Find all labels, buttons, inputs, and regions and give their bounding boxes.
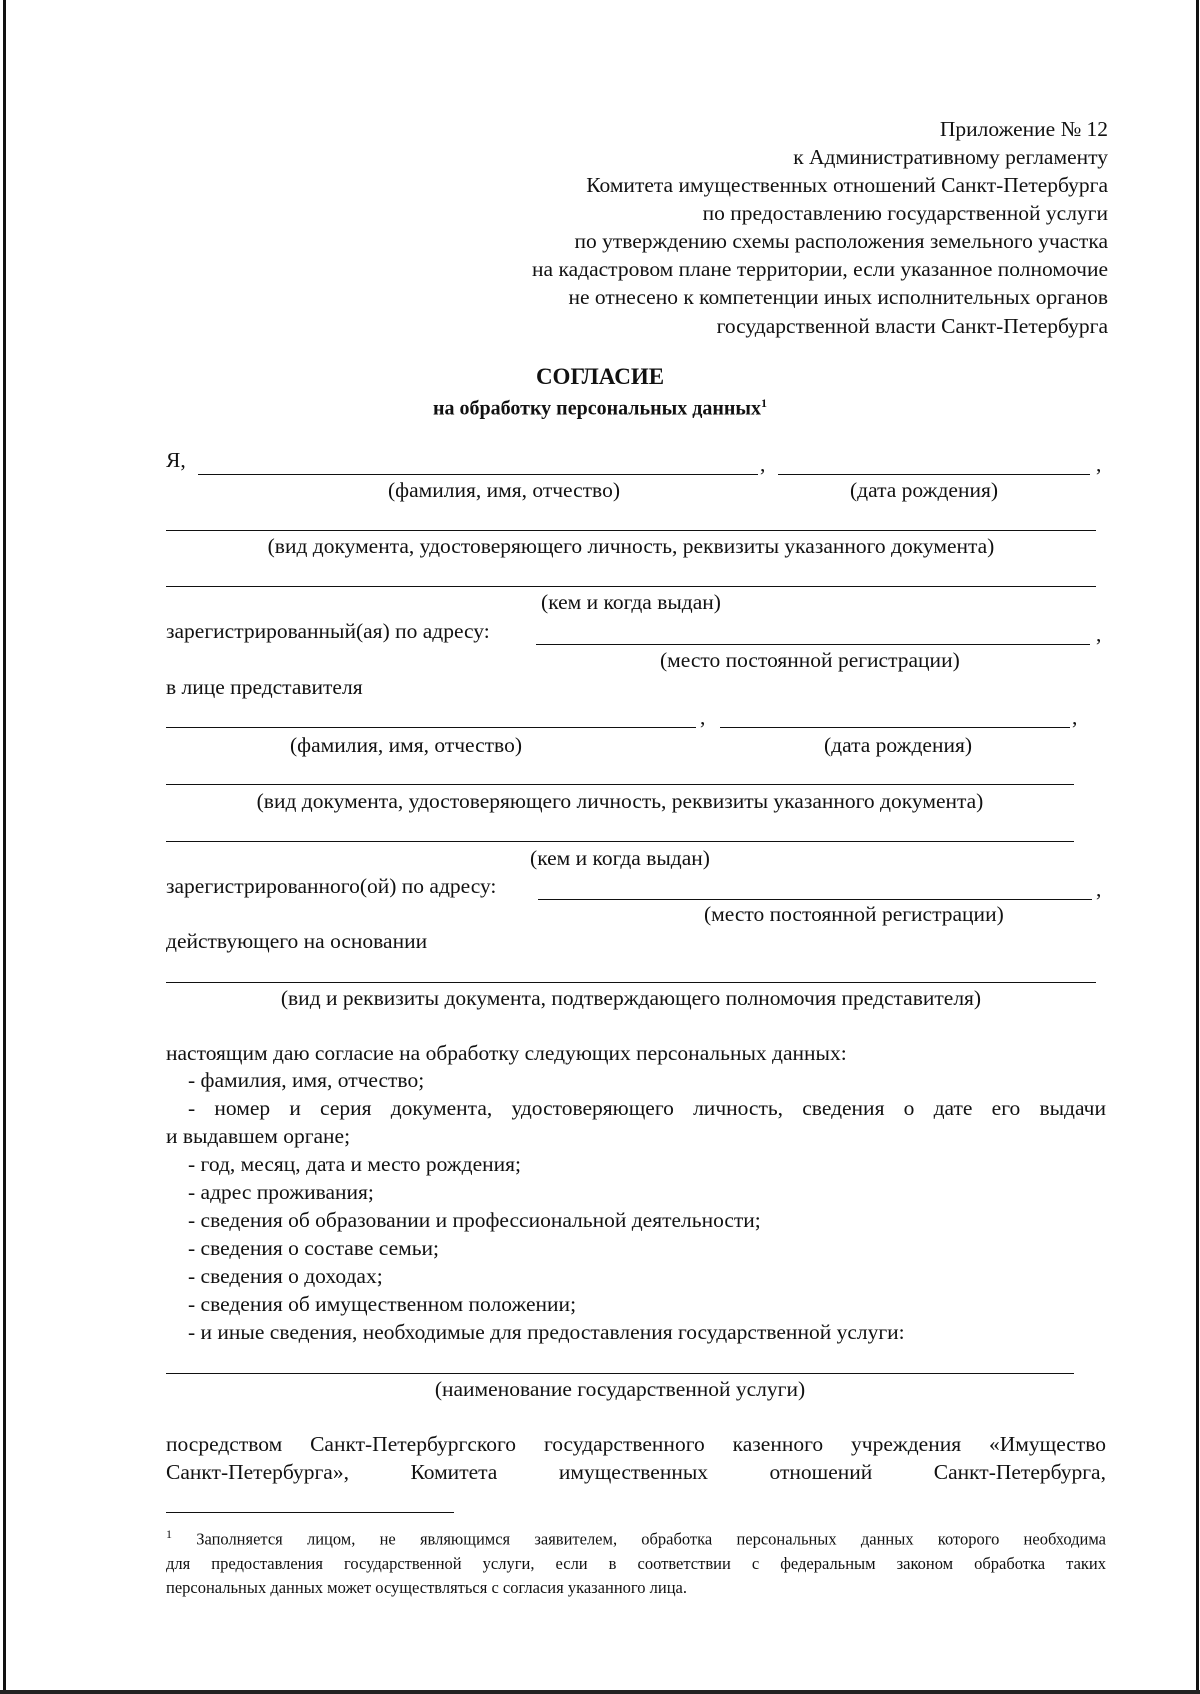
footnote-separator	[166, 1512, 454, 1513]
rep-residence-caption: (место постоянной регистрации)	[704, 902, 1004, 926]
comma: ,	[1096, 622, 1102, 646]
via-word: отношений	[769, 1460, 873, 1484]
page-border-left	[3, 0, 6, 1694]
rep-registered-label: зарегистрированного(ой) по адресу:	[166, 874, 497, 898]
page-border-bottom	[0, 1690, 1200, 1694]
via-line-1-text: посредством Санкт-Петербургского государственного казенного учреждения «Имущество	[166, 1432, 1106, 1456]
via-word: Комитета	[410, 1460, 498, 1484]
header-line: не отнесено к компетенции иных исполнительных органов	[568, 285, 1108, 309]
consent-item	[188, 1096, 1106, 1121]
consent-intro: настоящим даю согласие на обработку следующих персональных данных:	[166, 1041, 847, 1065]
via-word: имущественных	[558, 1460, 709, 1484]
rep-id-document-caption: (вид документа, удостоверяющего личность, реквизиты указанного документа)	[256, 789, 984, 813]
issued-field-line[interactable]	[166, 586, 1096, 587]
rep-issued-field-line[interactable]	[166, 841, 1074, 842]
footnote-text: Заполняется лицом, не являющимся заявителем, обработка персональных данных которого необходима	[196, 1529, 1106, 1549]
consent-item: - сведения о доходах;	[188, 1264, 383, 1288]
basis-label: действующего на основании	[166, 929, 428, 953]
consent-item: - адрес проживания;	[188, 1180, 374, 1204]
consent-item: - сведения о составе семьи;	[188, 1236, 439, 1260]
dob-field-line[interactable]	[778, 474, 1090, 475]
fio-caption: (фамилия, имя, отчество)	[388, 478, 620, 502]
rep-id-document-field-line[interactable]	[166, 784, 1074, 785]
document-subtitle	[0, 396, 1200, 421]
residence-caption: (место постоянной регистрации)	[660, 648, 960, 672]
consent-item-continuation: и выдавшем органе;	[166, 1124, 351, 1148]
via-word: Санкт-Петербурга»,	[166, 1460, 349, 1484]
header-line: Приложение № 12	[939, 117, 1108, 141]
registered-label: зарегистрированный(ая) по адресу:	[166, 619, 490, 643]
consent-item: - фамилия, имя, отчество;	[188, 1068, 425, 1092]
rep-fio-caption: (фамилия, имя, отчество)	[290, 733, 522, 757]
document-title: СОГЛАСИЕ	[535, 364, 665, 389]
subtitle-text: на обработку персональных данных	[433, 397, 761, 420]
consent-item: - и иные сведения, необходимые для предоставления государственной услуги:	[188, 1320, 905, 1344]
issued-caption: (кем и когда выдан)	[541, 590, 721, 614]
via-line-2	[166, 1460, 1106, 1485]
footnote-mark: 1	[166, 1527, 172, 1541]
comma: ,	[1096, 877, 1102, 901]
consent-item: - год, месяц, дата и место рождения;	[188, 1152, 522, 1176]
basis-field-line[interactable]	[166, 982, 1096, 983]
header-line: к Административному регламенту	[793, 145, 1108, 169]
basis-caption: (вид и реквизиты документа, подтверждающего полномочия представителя)	[280, 986, 982, 1010]
header-line: государственной власти Санкт-Петербурга	[716, 314, 1108, 338]
header-line: по предоставлению государственной услуги	[702, 201, 1108, 225]
rep-fio-field-line[interactable]	[166, 727, 696, 728]
header-line: по утверждению схемы расположения земельного участка	[574, 229, 1108, 253]
representative-label: в лице представителя	[166, 675, 363, 699]
footnote-line-2: для предоставления государственной услуги, если в соответствии с федеральным законом обработка таких	[166, 1553, 1106, 1573]
rep-issued-caption: (кем и когда выдан)	[530, 846, 710, 870]
consent-item-text: - номер и серия документа, удостоверяющего личность, сведения о дате его выдачи	[188, 1096, 1106, 1120]
id-document-caption: (вид документа, удостоверяющего личность, реквизиты указанного документа)	[267, 534, 995, 558]
service-name-caption: (наименование государственной услуги)	[434, 1377, 806, 1401]
footnote-line-3: персональных данных может осуществляться с согласия указанного лица.	[166, 1577, 687, 1597]
ya-label: Я,	[166, 448, 186, 472]
rep-dob-caption: (дата рождения)	[824, 733, 973, 757]
consent-item: - сведения об имущественном положении;	[188, 1292, 577, 1316]
header-line: Комитета имущественных отношений Санкт-Петербурга	[586, 173, 1108, 197]
comma: ,	[760, 452, 766, 476]
service-name-field-line[interactable]	[166, 1373, 1074, 1374]
footnote-line-1	[166, 1527, 1106, 1550]
footnote-marker: 1	[761, 396, 767, 410]
page-border-right	[1196, 0, 1199, 1694]
consent-item: - сведения об образовании и профессиональной деятельности;	[188, 1208, 761, 1232]
via-word: Санкт-Петербурга,	[933, 1460, 1106, 1484]
comma: ,	[700, 705, 706, 729]
comma: ,	[1072, 705, 1078, 729]
dob-caption: (дата рождения)	[850, 478, 999, 502]
footnote	[166, 1527, 1106, 1598]
registered-address-field-line[interactable]	[536, 644, 1090, 645]
id-document-field-line[interactable]	[166, 530, 1096, 531]
rep-registered-address-field-line[interactable]	[538, 899, 1092, 900]
fio-field-line[interactable]	[198, 474, 758, 475]
via-line-1	[166, 1432, 1106, 1457]
header-line: на кадастровом плане территории, если указанное полномочие	[532, 257, 1108, 281]
comma: ,	[1096, 452, 1102, 476]
rep-dob-field-line[interactable]	[720, 727, 1070, 728]
